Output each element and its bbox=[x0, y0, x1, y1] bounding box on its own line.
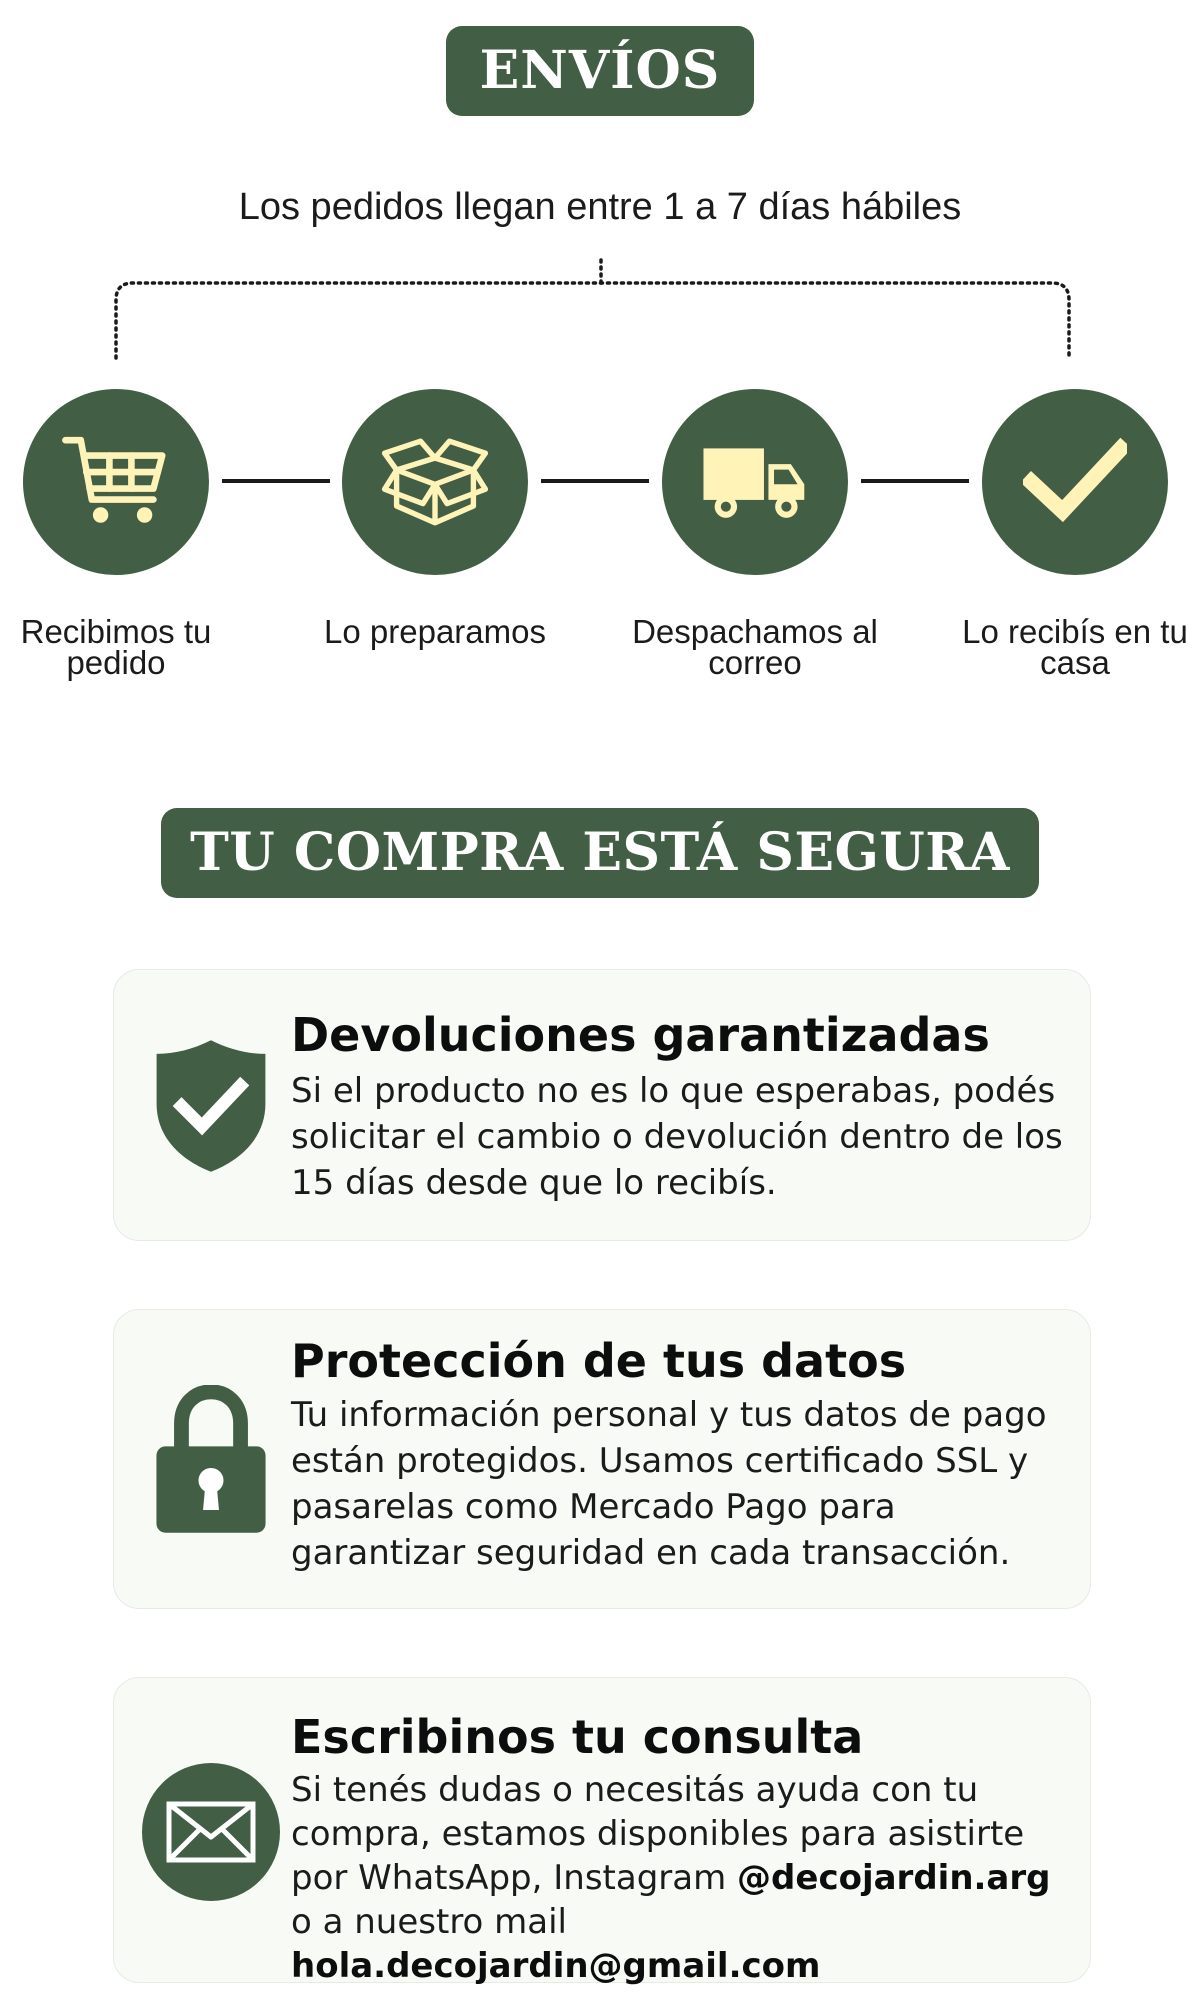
timeline-bracket bbox=[0, 0, 1200, 380]
shopping-cart-icon bbox=[61, 427, 171, 537]
contact-text bbox=[291, 1768, 1071, 1988]
step-label-delivered: Lo recibís en tu casa bbox=[962, 613, 1188, 681]
open-box-icon bbox=[375, 422, 495, 542]
returns-text: Si el producto no es lo que esperabas, podés solicitar el cambio o devolución dentro de los 15 días desde que lo recibís. bbox=[291, 1071, 1063, 1203]
data-protection-card bbox=[113, 1309, 1091, 1609]
step-delivered bbox=[982, 389, 1168, 575]
shield-check-icon bbox=[154, 1038, 268, 1174]
step-received bbox=[23, 389, 209, 575]
data-protection-title: Protección de tus datos bbox=[291, 1334, 907, 1388]
contact-text-middle: o a nuestro mail bbox=[291, 1902, 568, 1942]
step-connector bbox=[541, 479, 649, 483]
step-label-dispatch: Despachamos al correo bbox=[632, 613, 878, 681]
step-label-preparing: Lo preparamos bbox=[324, 613, 546, 650]
checkmark-icon bbox=[1023, 430, 1127, 534]
step-dispatch bbox=[662, 389, 848, 575]
step-label-received: Recibimos tu pedido bbox=[20, 613, 212, 681]
contact-card bbox=[113, 1677, 1091, 1986]
returns-title: Devoluciones garantizadas bbox=[291, 1008, 990, 1062]
step-connector bbox=[861, 479, 969, 483]
padlock-icon bbox=[154, 1385, 268, 1535]
shipping-title: ENVÍOS bbox=[446, 26, 754, 116]
delivery-truck-icon bbox=[699, 426, 811, 538]
returns-card bbox=[113, 969, 1091, 1241]
delivery-time-text: Los pedidos llegan entre 1 a 7 días hábiles bbox=[238, 186, 962, 228]
instagram-handle[interactable]: @decojardin.arg bbox=[737, 1858, 1051, 1898]
step-connector bbox=[222, 479, 330, 483]
step-preparing bbox=[342, 389, 528, 575]
contact-title: Escribinos tu consulta bbox=[291, 1710, 864, 1764]
contact-email[interactable]: hola.decojardin@gmail.com bbox=[291, 1946, 821, 1986]
envelope-icon bbox=[142, 1763, 280, 1901]
contact-text-intro: Si tenés dudas o necesitás ayuda con tu compra, estamos disponibles para asistirte por WhatsApp, Instagram bbox=[291, 1770, 1025, 1898]
security-title: TU COMPRA ESTÁ SEGURA bbox=[161, 808, 1039, 898]
data-protection-text: Tu información personal y tus datos de pago están protegidos. Usamos certificado SSL y pasarelas como Mercado Pago para garantizar seguridad en cada transacción. bbox=[291, 1395, 1047, 1573]
